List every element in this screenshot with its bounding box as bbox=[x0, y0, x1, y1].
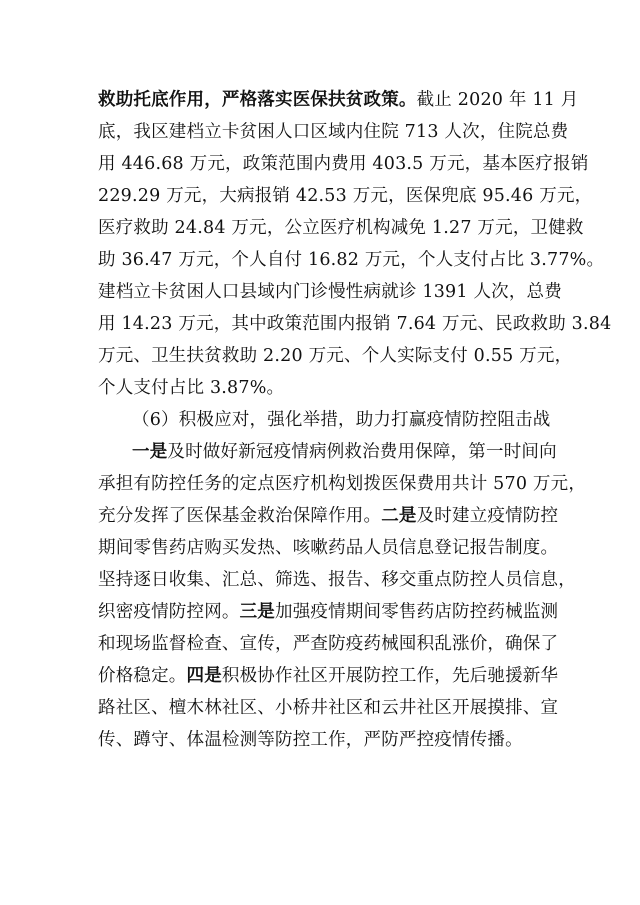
text-span: 及时建立疫情防控 bbox=[416, 506, 559, 526]
text-line-12 bbox=[132, 438, 592, 466]
text-line-18: 和现场监督检查、宣传，严查防疫药械囤积乱涨价，确保了 bbox=[98, 634, 559, 654]
text-line-17 bbox=[98, 598, 558, 626]
text-line-13: 承担有防控任务的定点医疗机构划拨医保费用共计 570 万元， bbox=[98, 474, 587, 494]
bold-phrase: 四是 bbox=[186, 666, 222, 686]
text-line-8: 用 14.23 万元，其中政策范围内报销 7.64 万元、民政救助 3.84 bbox=[98, 314, 612, 334]
text-span: 截止 2020 年 11 月 bbox=[416, 90, 579, 110]
text-span: 织密疫情防控网。 bbox=[98, 602, 240, 622]
text-line-4: 229.29 万元，大病报销 42.53 万元，医保兜底 95.46 万元， bbox=[98, 186, 593, 206]
text-span: 积极协作社区开展防控工作，先后驰援新华 bbox=[221, 666, 559, 686]
text-line-5: 医疗救助 24.84 万元，公立医疗机构减免 1.27 万元，卫健救 bbox=[98, 218, 584, 238]
text-line-14 bbox=[98, 502, 558, 530]
text-line-1 bbox=[98, 86, 579, 114]
text-line-6: 助 36.47 万元，个人自付 16.82 万元，个人支付占比 3.77%。 bbox=[98, 250, 605, 270]
text-line-16: 坚持逐日收集、汇总、筛选、报告、移交重点防控人员信息， bbox=[98, 570, 576, 590]
bold-phrase: 三是 bbox=[239, 602, 276, 622]
text-span: 充分发挥了医保基金救治保障作用。 bbox=[98, 506, 382, 526]
section-heading: （6）积极应对，强化举措，助力打赢疫情防控阻击战 bbox=[132, 410, 551, 430]
bold-phrase: 一是 bbox=[132, 442, 168, 462]
text-line-2: 底，我区建档立卡贫困人口区域内住院 713 人次，住院总费 bbox=[98, 122, 569, 142]
text-line-19 bbox=[98, 662, 558, 690]
text-span: 价格稳定。 bbox=[98, 666, 187, 686]
bold-phrase: 二是 bbox=[381, 506, 417, 526]
text-span: 及时做好新冠疫情病例救治费用保障，第一时间向 bbox=[167, 442, 557, 462]
text-line-21: 传、蹲守、体温检测等防控工作，严防严控疫情传播。 bbox=[98, 730, 523, 750]
text-line-15: 期间零售药店购买发热、咳嗽药品人员信息登记报告制度。 bbox=[98, 538, 559, 558]
text-line-9: 万元、卫生扶贫救助 2.20 万元、个人实际支付 0.55 万元， bbox=[98, 346, 573, 366]
text-line-10: 个人支付占比 3.87%。 bbox=[98, 378, 285, 398]
text-span: 加强疫情期间零售药店防控药械监测 bbox=[275, 602, 559, 622]
text-line-20: 路社区、檀木林社区、小桥井社区和云井社区开展摸排、宣 bbox=[98, 698, 559, 718]
text-line-3: 用 446.68 万元，政策范围内费用 403.5 万元，基本医疗报销 bbox=[98, 154, 589, 174]
bold-phrase: 救助托底作用，严格落实医保扶贫政策。 bbox=[98, 90, 417, 110]
text-line-7: 建档立卡贫困人口县域内门诊慢性病就诊 1391 人次，总费 bbox=[98, 282, 562, 302]
